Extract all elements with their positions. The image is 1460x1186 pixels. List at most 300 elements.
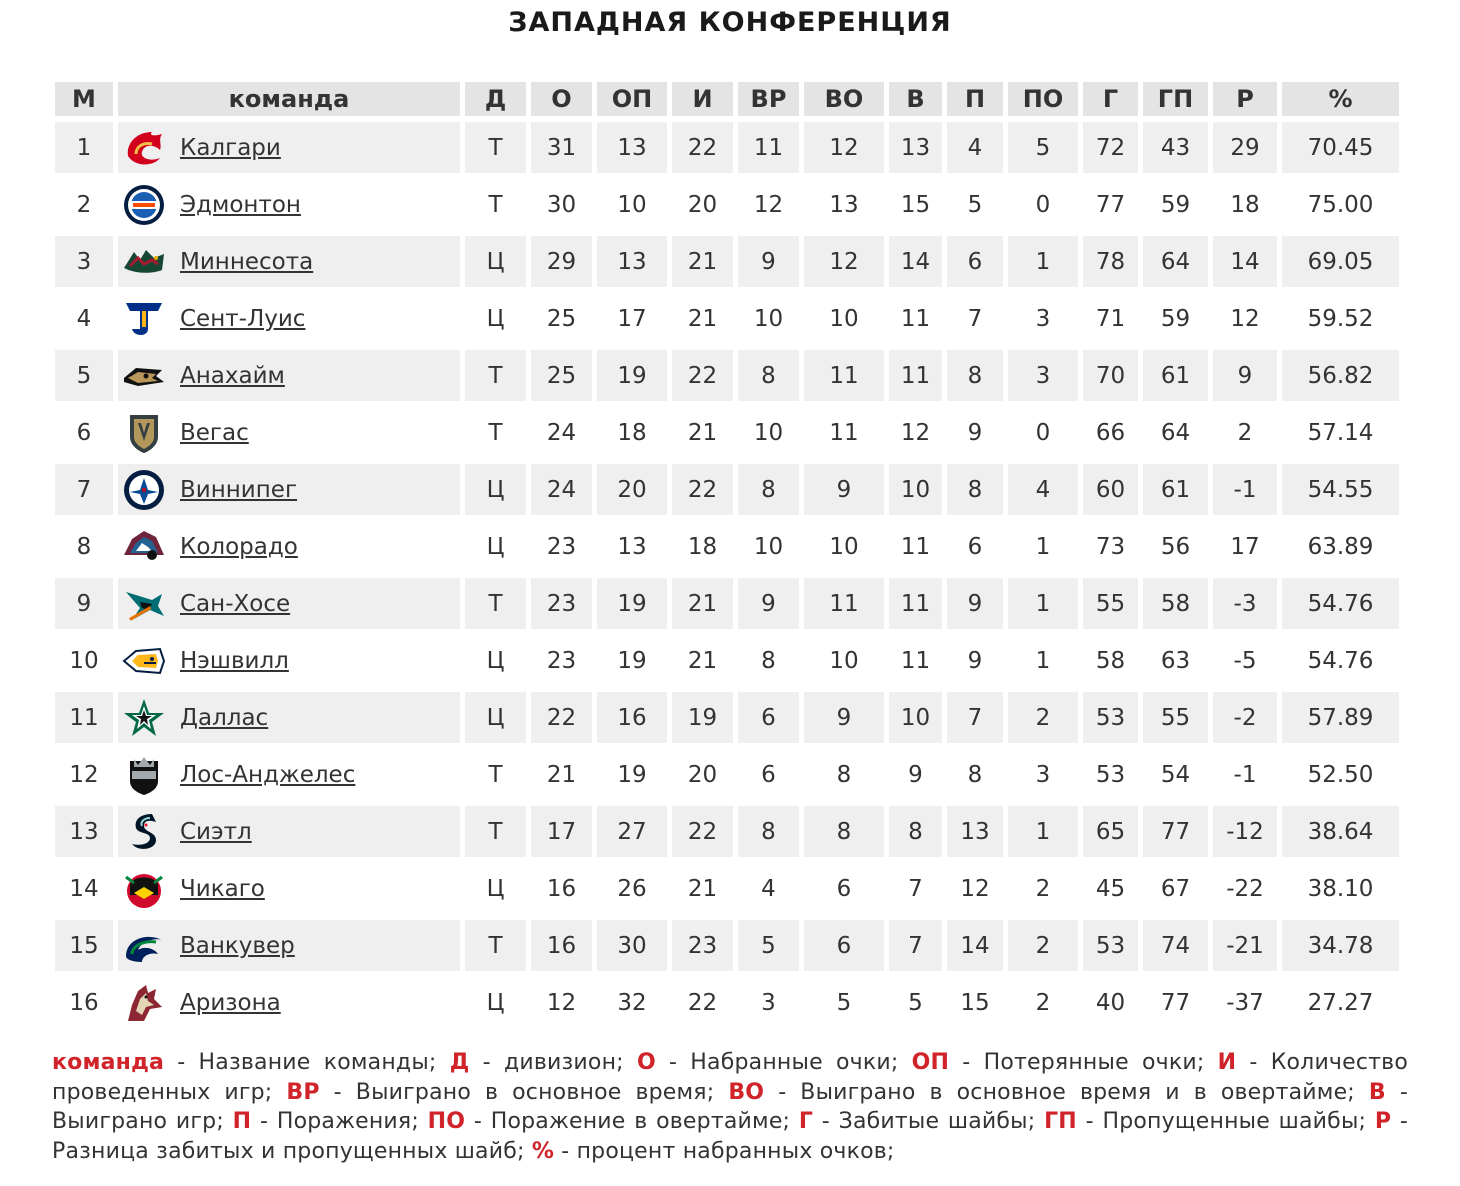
cell-div: Ц <box>465 521 526 572</box>
cell-op: 19 <box>597 749 667 800</box>
team-link[interactable]: Ванкувер <box>180 932 295 959</box>
cell-po: 1 <box>1008 236 1078 287</box>
cell-team <box>118 350 460 401</box>
cell-pos: 7 <box>55 464 113 515</box>
cell-v: 10 <box>889 464 942 515</box>
cell-gp: 67 <box>1143 863 1208 914</box>
cell-vr: 8 <box>738 350 799 401</box>
cell-po: 1 <box>1008 806 1078 857</box>
legend-key: ВО <box>728 1079 765 1105</box>
cell-div: Т <box>465 350 526 401</box>
cell-gp: 59 <box>1143 179 1208 230</box>
cell-pct: 69.05 <box>1282 236 1399 287</box>
cell-op: 13 <box>597 236 667 287</box>
table-row <box>55 521 1399 572</box>
cell-r: 9 <box>1213 350 1277 401</box>
cell-i: 22 <box>672 350 733 401</box>
cell-g: 72 <box>1083 122 1138 173</box>
cell-team <box>118 521 460 572</box>
cell-vr: 6 <box>738 692 799 743</box>
legend-desc: - Количество проведенных игр; <box>52 1050 1409 1105</box>
cell-r: -3 <box>1213 578 1277 629</box>
col-header-v: В <box>889 82 942 116</box>
chicago-blackhawks-logo-icon <box>122 867 166 911</box>
cell-pos: 14 <box>55 863 113 914</box>
legend-desc: - процент набранных очков; <box>554 1138 895 1164</box>
cell-i: 22 <box>672 122 733 173</box>
colorado-avalanche-logo-icon <box>122 525 166 569</box>
cell-div: Ц <box>465 635 526 686</box>
cell-i: 22 <box>672 806 733 857</box>
cell-o: 16 <box>531 920 592 971</box>
cell-o: 29 <box>531 236 592 287</box>
table-row <box>55 407 1399 458</box>
legend-key: команда <box>52 1050 165 1075</box>
cell-vo: 5 <box>804 977 884 1028</box>
cell-pct: 57.14 <box>1282 407 1399 458</box>
cell-g: 58 <box>1083 635 1138 686</box>
cell-p: 8 <box>947 749 1003 800</box>
cell-i: 21 <box>672 578 733 629</box>
table-row <box>55 122 1399 173</box>
cell-v: 13 <box>889 122 942 173</box>
legend-desc: - Выиграно игр; <box>52 1079 1408 1134</box>
cell-po: 1 <box>1008 578 1078 629</box>
cell-i: 21 <box>672 635 733 686</box>
cell-r: -5 <box>1213 635 1277 686</box>
cell-team <box>118 749 460 800</box>
legend-desc: - Выиграно в основное время; <box>319 1079 729 1105</box>
cell-gp: 43 <box>1143 122 1208 173</box>
team-link[interactable]: Анахайм <box>180 362 285 389</box>
cell-pos: 5 <box>55 350 113 401</box>
cell-team <box>118 464 460 515</box>
legend-key: ПО <box>427 1109 466 1134</box>
col-header-p: П <box>947 82 1003 116</box>
cell-div: Т <box>465 806 526 857</box>
cell-i: 20 <box>672 179 733 230</box>
cell-vr: 8 <box>738 806 799 857</box>
cell-o: 21 <box>531 749 592 800</box>
legend-key: О <box>636 1050 656 1075</box>
cell-div: Ц <box>465 692 526 743</box>
cell-vr: 9 <box>738 578 799 629</box>
cell-op: 19 <box>597 350 667 401</box>
cell-v: 11 <box>889 635 942 686</box>
cell-pos: 1 <box>55 122 113 173</box>
legend-key: ОП <box>911 1050 950 1075</box>
cell-o: 16 <box>531 863 592 914</box>
cell-g: 53 <box>1083 920 1138 971</box>
cell-g: 66 <box>1083 407 1138 458</box>
cell-op: 26 <box>597 863 667 914</box>
cell-p: 12 <box>947 863 1003 914</box>
table-row <box>55 920 1399 971</box>
cell-gp: 61 <box>1143 350 1208 401</box>
legend-key: И <box>1217 1050 1237 1075</box>
cell-vr: 9 <box>738 236 799 287</box>
cell-vo: 12 <box>804 122 884 173</box>
table-row <box>55 179 1399 230</box>
col-header-div: Д <box>465 82 526 116</box>
edmonton-oilers-logo-icon <box>122 183 166 227</box>
cell-o: 24 <box>531 464 592 515</box>
cell-p: 15 <box>947 977 1003 1028</box>
standings-table <box>50 76 1404 1034</box>
col-header-pct: % <box>1282 82 1399 116</box>
team-link[interactable]: Чикаго <box>180 875 265 902</box>
cell-vo: 9 <box>804 692 884 743</box>
cell-pct: 54.76 <box>1282 635 1399 686</box>
team-link[interactable]: Лос-Анджелес <box>180 761 356 788</box>
col-header-vr: ВР <box>738 82 799 116</box>
cell-i: 21 <box>672 293 733 344</box>
table-row <box>55 635 1399 686</box>
cell-pos: 4 <box>55 293 113 344</box>
cell-pos: 6 <box>55 407 113 458</box>
cell-pos: 11 <box>55 692 113 743</box>
legend-key: % <box>531 1138 555 1164</box>
cell-gp: 55 <box>1143 692 1208 743</box>
cell-po: 1 <box>1008 521 1078 572</box>
cell-po: 5 <box>1008 122 1078 173</box>
cell-po: 3 <box>1008 350 1078 401</box>
cell-o: 12 <box>531 977 592 1028</box>
team-link[interactable]: Сан-Хосе <box>180 590 291 617</box>
cell-o: 25 <box>531 350 592 401</box>
los-angeles-kings-logo-icon <box>122 753 166 797</box>
cell-pct: 56.82 <box>1282 350 1399 401</box>
cell-vr: 8 <box>738 635 799 686</box>
cell-v: 10 <box>889 692 942 743</box>
cell-team <box>118 578 460 629</box>
team-link[interactable]: Аризона <box>180 989 281 1016</box>
cell-gp: 54 <box>1143 749 1208 800</box>
cell-div: Ц <box>465 464 526 515</box>
table-row <box>55 350 1399 401</box>
legend-key: Р <box>1374 1109 1392 1134</box>
cell-p: 14 <box>947 920 1003 971</box>
cell-r: -2 <box>1213 692 1277 743</box>
cell-p: 9 <box>947 578 1003 629</box>
cell-op: 19 <box>597 578 667 629</box>
cell-vr: 10 <box>738 293 799 344</box>
cell-p: 6 <box>947 236 1003 287</box>
cell-team <box>118 236 460 287</box>
cell-pos: 16 <box>55 977 113 1028</box>
cell-vr: 6 <box>738 749 799 800</box>
cell-o: 22 <box>531 692 592 743</box>
cell-team <box>118 407 460 458</box>
col-header-team: команда <box>118 82 460 116</box>
cell-pos: 12 <box>55 749 113 800</box>
cell-gp: 64 <box>1143 236 1208 287</box>
table-row <box>55 236 1399 287</box>
team-link[interactable]: Калгари <box>180 134 281 161</box>
cell-g: 65 <box>1083 806 1138 857</box>
cell-p: 9 <box>947 407 1003 458</box>
cell-r: 18 <box>1213 179 1277 230</box>
cell-p: 13 <box>947 806 1003 857</box>
cell-op: 17 <box>597 293 667 344</box>
cell-g: 45 <box>1083 863 1138 914</box>
table-row <box>55 293 1399 344</box>
cell-i: 20 <box>672 749 733 800</box>
cell-pct: 27.27 <box>1282 977 1399 1028</box>
cell-po: 2 <box>1008 692 1078 743</box>
legend-desc: - Потерянные очки; <box>949 1050 1218 1075</box>
cell-po: 0 <box>1008 407 1078 458</box>
team-link[interactable]: Миннесота <box>180 248 314 275</box>
cell-o: 23 <box>531 578 592 629</box>
cell-team <box>118 920 460 971</box>
cell-op: 13 <box>597 122 667 173</box>
col-header-o: О <box>531 82 592 116</box>
cell-pct: 70.45 <box>1282 122 1399 173</box>
legend-desc: - Разница забитых и пропущенных шайб; <box>52 1109 1408 1164</box>
cell-g: 40 <box>1083 977 1138 1028</box>
col-header-vo: ВО <box>804 82 884 116</box>
team-link[interactable]: Вегас <box>180 419 249 446</box>
nashville-predators-logo-icon <box>122 639 166 683</box>
cell-r: 12 <box>1213 293 1277 344</box>
cell-pct: 59.52 <box>1282 293 1399 344</box>
cell-r: -1 <box>1213 749 1277 800</box>
team-link[interactable]: Эдмонтон <box>180 191 301 218</box>
legend-desc: - Выиграно в основное время и в овертайме; <box>764 1079 1369 1105</box>
cell-vr: 10 <box>738 521 799 572</box>
cell-team <box>118 863 460 914</box>
cell-o: 17 <box>531 806 592 857</box>
cell-v: 15 <box>889 179 942 230</box>
cell-div: Т <box>465 179 526 230</box>
cell-i: 21 <box>672 407 733 458</box>
cell-op: 27 <box>597 806 667 857</box>
cell-pos: 13 <box>55 806 113 857</box>
cell-v: 9 <box>889 749 942 800</box>
legend-key: Г <box>798 1109 814 1134</box>
col-header-g: Г <box>1083 82 1138 116</box>
table-row <box>55 749 1399 800</box>
cell-op: 30 <box>597 920 667 971</box>
cell-pos: 8 <box>55 521 113 572</box>
legend-desc: - Название команды; <box>164 1050 450 1075</box>
col-header-po: ПО <box>1008 82 1078 116</box>
cell-i: 21 <box>672 236 733 287</box>
cell-v: 14 <box>889 236 942 287</box>
cell-po: 0 <box>1008 179 1078 230</box>
cell-o: 30 <box>531 179 592 230</box>
cell-gp: 58 <box>1143 578 1208 629</box>
cell-div: Т <box>465 920 526 971</box>
cell-r: -21 <box>1213 920 1277 971</box>
cell-p: 8 <box>947 350 1003 401</box>
cell-div: Т <box>465 122 526 173</box>
cell-op: 16 <box>597 692 667 743</box>
cell-vr: 10 <box>738 407 799 458</box>
cell-g: 71 <box>1083 293 1138 344</box>
cell-vo: 9 <box>804 464 884 515</box>
legend-key: П <box>232 1109 252 1134</box>
cell-div: Ц <box>465 236 526 287</box>
vancouver-canucks-logo-icon <box>122 924 166 968</box>
cell-o: 31 <box>531 122 592 173</box>
cell-pct: 38.10 <box>1282 863 1399 914</box>
cell-team <box>118 293 460 344</box>
cell-vo: 8 <box>804 749 884 800</box>
cell-op: 13 <box>597 521 667 572</box>
cell-v: 7 <box>889 863 942 914</box>
cell-vo: 11 <box>804 578 884 629</box>
cell-o: 24 <box>531 407 592 458</box>
cell-gp: 74 <box>1143 920 1208 971</box>
cell-v: 7 <box>889 920 942 971</box>
col-header-gp: ГП <box>1143 82 1208 116</box>
cell-div: Ц <box>465 863 526 914</box>
cell-po: 1 <box>1008 635 1078 686</box>
vegas-golden-knights-logo-icon <box>122 411 166 455</box>
table-row <box>55 578 1399 629</box>
cell-i: 18 <box>672 521 733 572</box>
cell-pct: 75.00 <box>1282 179 1399 230</box>
cell-o: 23 <box>531 521 592 572</box>
cell-op: 18 <box>597 407 667 458</box>
cell-gp: 64 <box>1143 407 1208 458</box>
cell-op: 10 <box>597 179 667 230</box>
cell-p: 7 <box>947 293 1003 344</box>
cell-pct: 38.64 <box>1282 806 1399 857</box>
legend-desc: - Пропущенные шайбы; <box>1076 1109 1375 1134</box>
cell-pct: 63.89 <box>1282 521 1399 572</box>
cell-po: 3 <box>1008 293 1078 344</box>
page-title: ЗАПАДНАЯ КОНФЕРЕНЦИЯ <box>508 7 952 38</box>
legend-key: В <box>1368 1079 1386 1105</box>
table-header-row <box>55 82 1399 116</box>
cell-pct: 52.50 <box>1282 749 1399 800</box>
cell-po: 2 <box>1008 920 1078 971</box>
team-link[interactable]: Даллас <box>180 704 269 731</box>
cell-pct: 54.76 <box>1282 578 1399 629</box>
cell-vr: 4 <box>738 863 799 914</box>
table-row <box>55 806 1399 857</box>
cell-po: 3 <box>1008 749 1078 800</box>
cell-r: -37 <box>1213 977 1277 1028</box>
san-jose-sharks-logo-icon <box>122 582 166 626</box>
cell-o: 23 <box>531 635 592 686</box>
minnesota-wild-logo-icon <box>122 240 166 284</box>
cell-op: 20 <box>597 464 667 515</box>
cell-vo: 12 <box>804 236 884 287</box>
cell-vo: 10 <box>804 635 884 686</box>
cell-op: 19 <box>597 635 667 686</box>
table-row <box>55 977 1399 1028</box>
arizona-coyotes-logo-icon <box>122 981 166 1025</box>
legend-key: ГП <box>1044 1109 1077 1134</box>
cell-vo: 10 <box>804 293 884 344</box>
table-row <box>55 692 1399 743</box>
cell-vr: 5 <box>738 920 799 971</box>
cell-i: 22 <box>672 977 733 1028</box>
cell-div: Ц <box>465 293 526 344</box>
cell-v: 11 <box>889 350 942 401</box>
cell-team <box>118 122 460 173</box>
cell-po: 4 <box>1008 464 1078 515</box>
cell-i: 22 <box>672 464 733 515</box>
cell-team <box>118 692 460 743</box>
cell-v: 11 <box>889 578 942 629</box>
cell-gp: 59 <box>1143 293 1208 344</box>
cell-p: 6 <box>947 521 1003 572</box>
col-header-r: Р <box>1213 82 1277 116</box>
team-link[interactable]: Колорадо <box>180 533 298 560</box>
cell-r: 17 <box>1213 521 1277 572</box>
seattle-kraken-logo-icon <box>122 810 166 854</box>
cell-vo: 6 <box>804 863 884 914</box>
cell-gp: 77 <box>1143 806 1208 857</box>
cell-team <box>118 635 460 686</box>
cell-po: 2 <box>1008 977 1078 1028</box>
cell-v: 8 <box>889 806 942 857</box>
cell-g: 78 <box>1083 236 1138 287</box>
cell-p: 5 <box>947 179 1003 230</box>
cell-p: 9 <box>947 635 1003 686</box>
cell-g: 77 <box>1083 179 1138 230</box>
cell-vo: 8 <box>804 806 884 857</box>
cell-div: Т <box>465 578 526 629</box>
team-link[interactable]: Сиэтл <box>180 818 252 845</box>
cell-vr: 3 <box>738 977 799 1028</box>
col-header-op: ОП <box>597 82 667 116</box>
cell-g: 55 <box>1083 578 1138 629</box>
team-link[interactable]: Виннипег <box>180 476 298 503</box>
dallas-stars-logo-icon <box>122 696 166 740</box>
cell-team <box>118 179 460 230</box>
cell-gp: 61 <box>1143 464 1208 515</box>
cell-r: -1 <box>1213 464 1277 515</box>
cell-o: 25 <box>531 293 592 344</box>
legend-desc: - дивизион; <box>469 1050 637 1075</box>
cell-p: 8 <box>947 464 1003 515</box>
cell-po: 2 <box>1008 863 1078 914</box>
cell-vr: 11 <box>738 122 799 173</box>
cell-p: 4 <box>947 122 1003 173</box>
cell-v: 11 <box>889 293 942 344</box>
cell-vo: 10 <box>804 521 884 572</box>
table-row <box>55 863 1399 914</box>
cell-g: 53 <box>1083 749 1138 800</box>
cell-vo: 6 <box>804 920 884 971</box>
legend-desc: - Поражения; <box>251 1109 428 1134</box>
cell-op: 32 <box>597 977 667 1028</box>
team-link[interactable]: Сент-Луис <box>180 305 306 332</box>
cell-g: 70 <box>1083 350 1138 401</box>
cell-vr: 8 <box>738 464 799 515</box>
cell-g: 60 <box>1083 464 1138 515</box>
team-link[interactable]: Нэшвилл <box>180 647 289 674</box>
table-row <box>55 464 1399 515</box>
legend-desc: - Забитые шайбы; <box>813 1109 1045 1134</box>
cell-vr: 12 <box>738 179 799 230</box>
cell-r: 14 <box>1213 236 1277 287</box>
cell-gp: 77 <box>1143 977 1208 1028</box>
winnipeg-jets-logo-icon <box>122 468 166 512</box>
cell-pct: 34.78 <box>1282 920 1399 971</box>
cell-div: Ц <box>465 977 526 1028</box>
col-header-pos: М <box>55 82 113 116</box>
cell-r: -22 <box>1213 863 1277 914</box>
cell-g: 73 <box>1083 521 1138 572</box>
cell-div: Т <box>465 407 526 458</box>
